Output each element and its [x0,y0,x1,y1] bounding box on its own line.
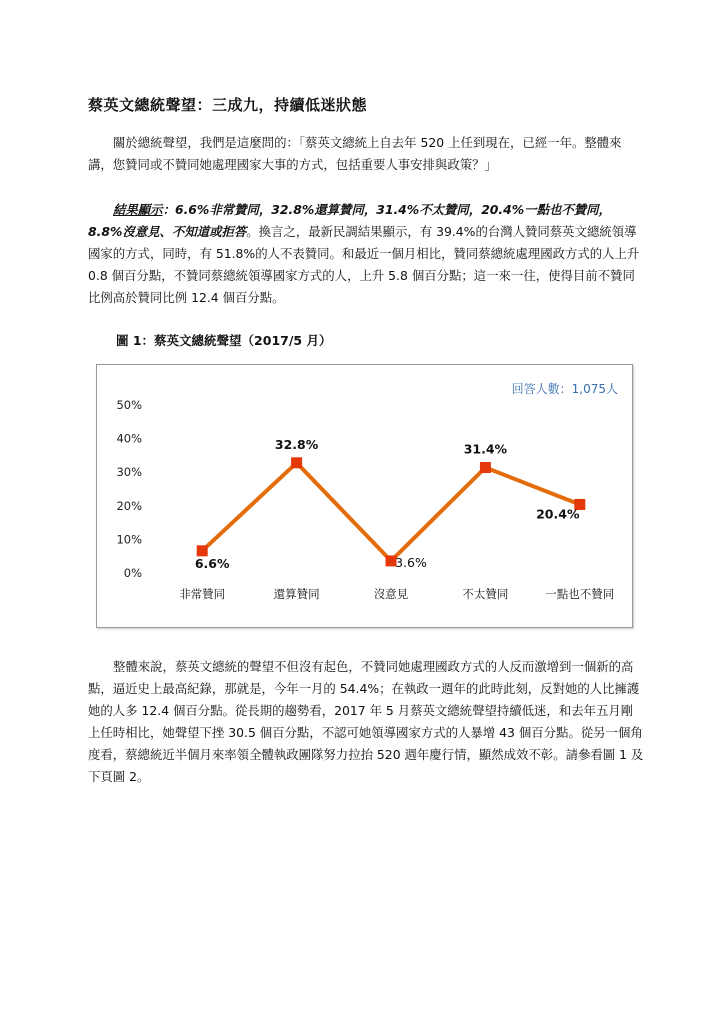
y-tick-label: 20% [116,498,142,513]
data-label: 6.6% [194,555,230,571]
figure-caption: 圖 1：蔡英文總統聲望（2017/5 月） [116,333,332,348]
result-value-1: 6.6% [174,202,210,217]
chart-frame [96,364,633,628]
result-value-5: 8.8% [88,224,123,239]
section-heading: 蔡英文總統聲望：三成九，持續低迷狀態 [88,96,368,114]
y-tick-label: 10% [116,532,142,547]
y-tick-label: 50% [116,398,142,412]
x-category-label: 不太贊同 [462,587,509,601]
data-label: 20.4% [536,506,580,522]
results-label: 結果顯示 [113,202,163,217]
summary-text: 整體來說，蔡英文總統的聲望不但沒有起色，不贊同她處理國政方式的人反而激增到一個新的高點，逼近史上最高紀錄，那就是，今年一月的 54.4%；在執政一週年的此時此刻，反對她的人比擁護她的人多 12.4 個百分點。從長期的趨勢看，2017 年 5 月蔡英文總統聲望持續低迷，和去年五月剛上任時相比，她聲望下挫 30.5 個百分點，不認可她領導國家方式的人暴增 43 個百分點。從另一個角度看，蔡總統近半個月來率領全體執政團隊努力拉抬 520 週年慶行情，顯然成效不彰。請參看圖 1 及下頁圖 2。 [88,659,644,784]
x-category-label: 一點也不贊同 [545,587,615,601]
series-line [202,463,580,561]
results-body-text: 。換言之，最新民調結果顯示，有 39.4%的台灣人贊同蔡英文總統領導國家的方式，同時，有 51.8%的人不表贊同。和最近一個月相比，贊同蔡總統處理國政方式的人上升 0.8 個百分點，不贊同蔡總統領導國家方式的人，上升 5.8 個百分點；這一來一往，使得目前不贊同比例高於贊同比例 12.4 個百分點。 [88,224,640,305]
question-text: 關於總統聲望，我們是這麼問的：「蔡英文總統上自去年 520 上任到現在，已經一年。整體來講，您贊同或不贊同她處理國家大事的方式，包括重要人事安排與政策？」 [88,135,622,172]
data-label: 31.4% [463,441,508,457]
result-label-4: 一點也不贊同， [524,202,611,217]
question-paragraph [88,132,644,176]
y-tick-label: 40% [116,431,142,446]
results-colon: ： [162,202,175,217]
data-point-marker [480,462,491,473]
y-tick-label: 0% [123,566,142,580]
result-label-5: 沒意見、不知道或拒答 [122,224,247,239]
summary-paragraph [88,656,644,788]
x-category-label: 非常贊同 [179,587,226,601]
result-label-1: 非常贊同， [209,202,272,217]
data-label: 3.6% [395,554,427,570]
result-value-3: 31.4% [376,202,420,217]
x-category-label: 沒意見 [373,587,409,601]
results-paragraph [88,199,644,309]
approval-line-chart [97,365,632,627]
respondent-count: 回答人數：1,075人 [511,382,618,396]
data-point-marker [291,457,302,468]
data-label: 32.8% [274,436,319,452]
x-category-label: 還算贊同 [273,587,320,601]
data-point-marker [197,545,208,556]
result-value-2: 32.8% [271,202,315,217]
result-value-4: 20.4% [481,202,525,217]
result-label-2: 還算贊同， [314,202,377,217]
result-label-3: 不太贊同， [419,202,482,217]
y-tick-label: 30% [116,465,142,480]
